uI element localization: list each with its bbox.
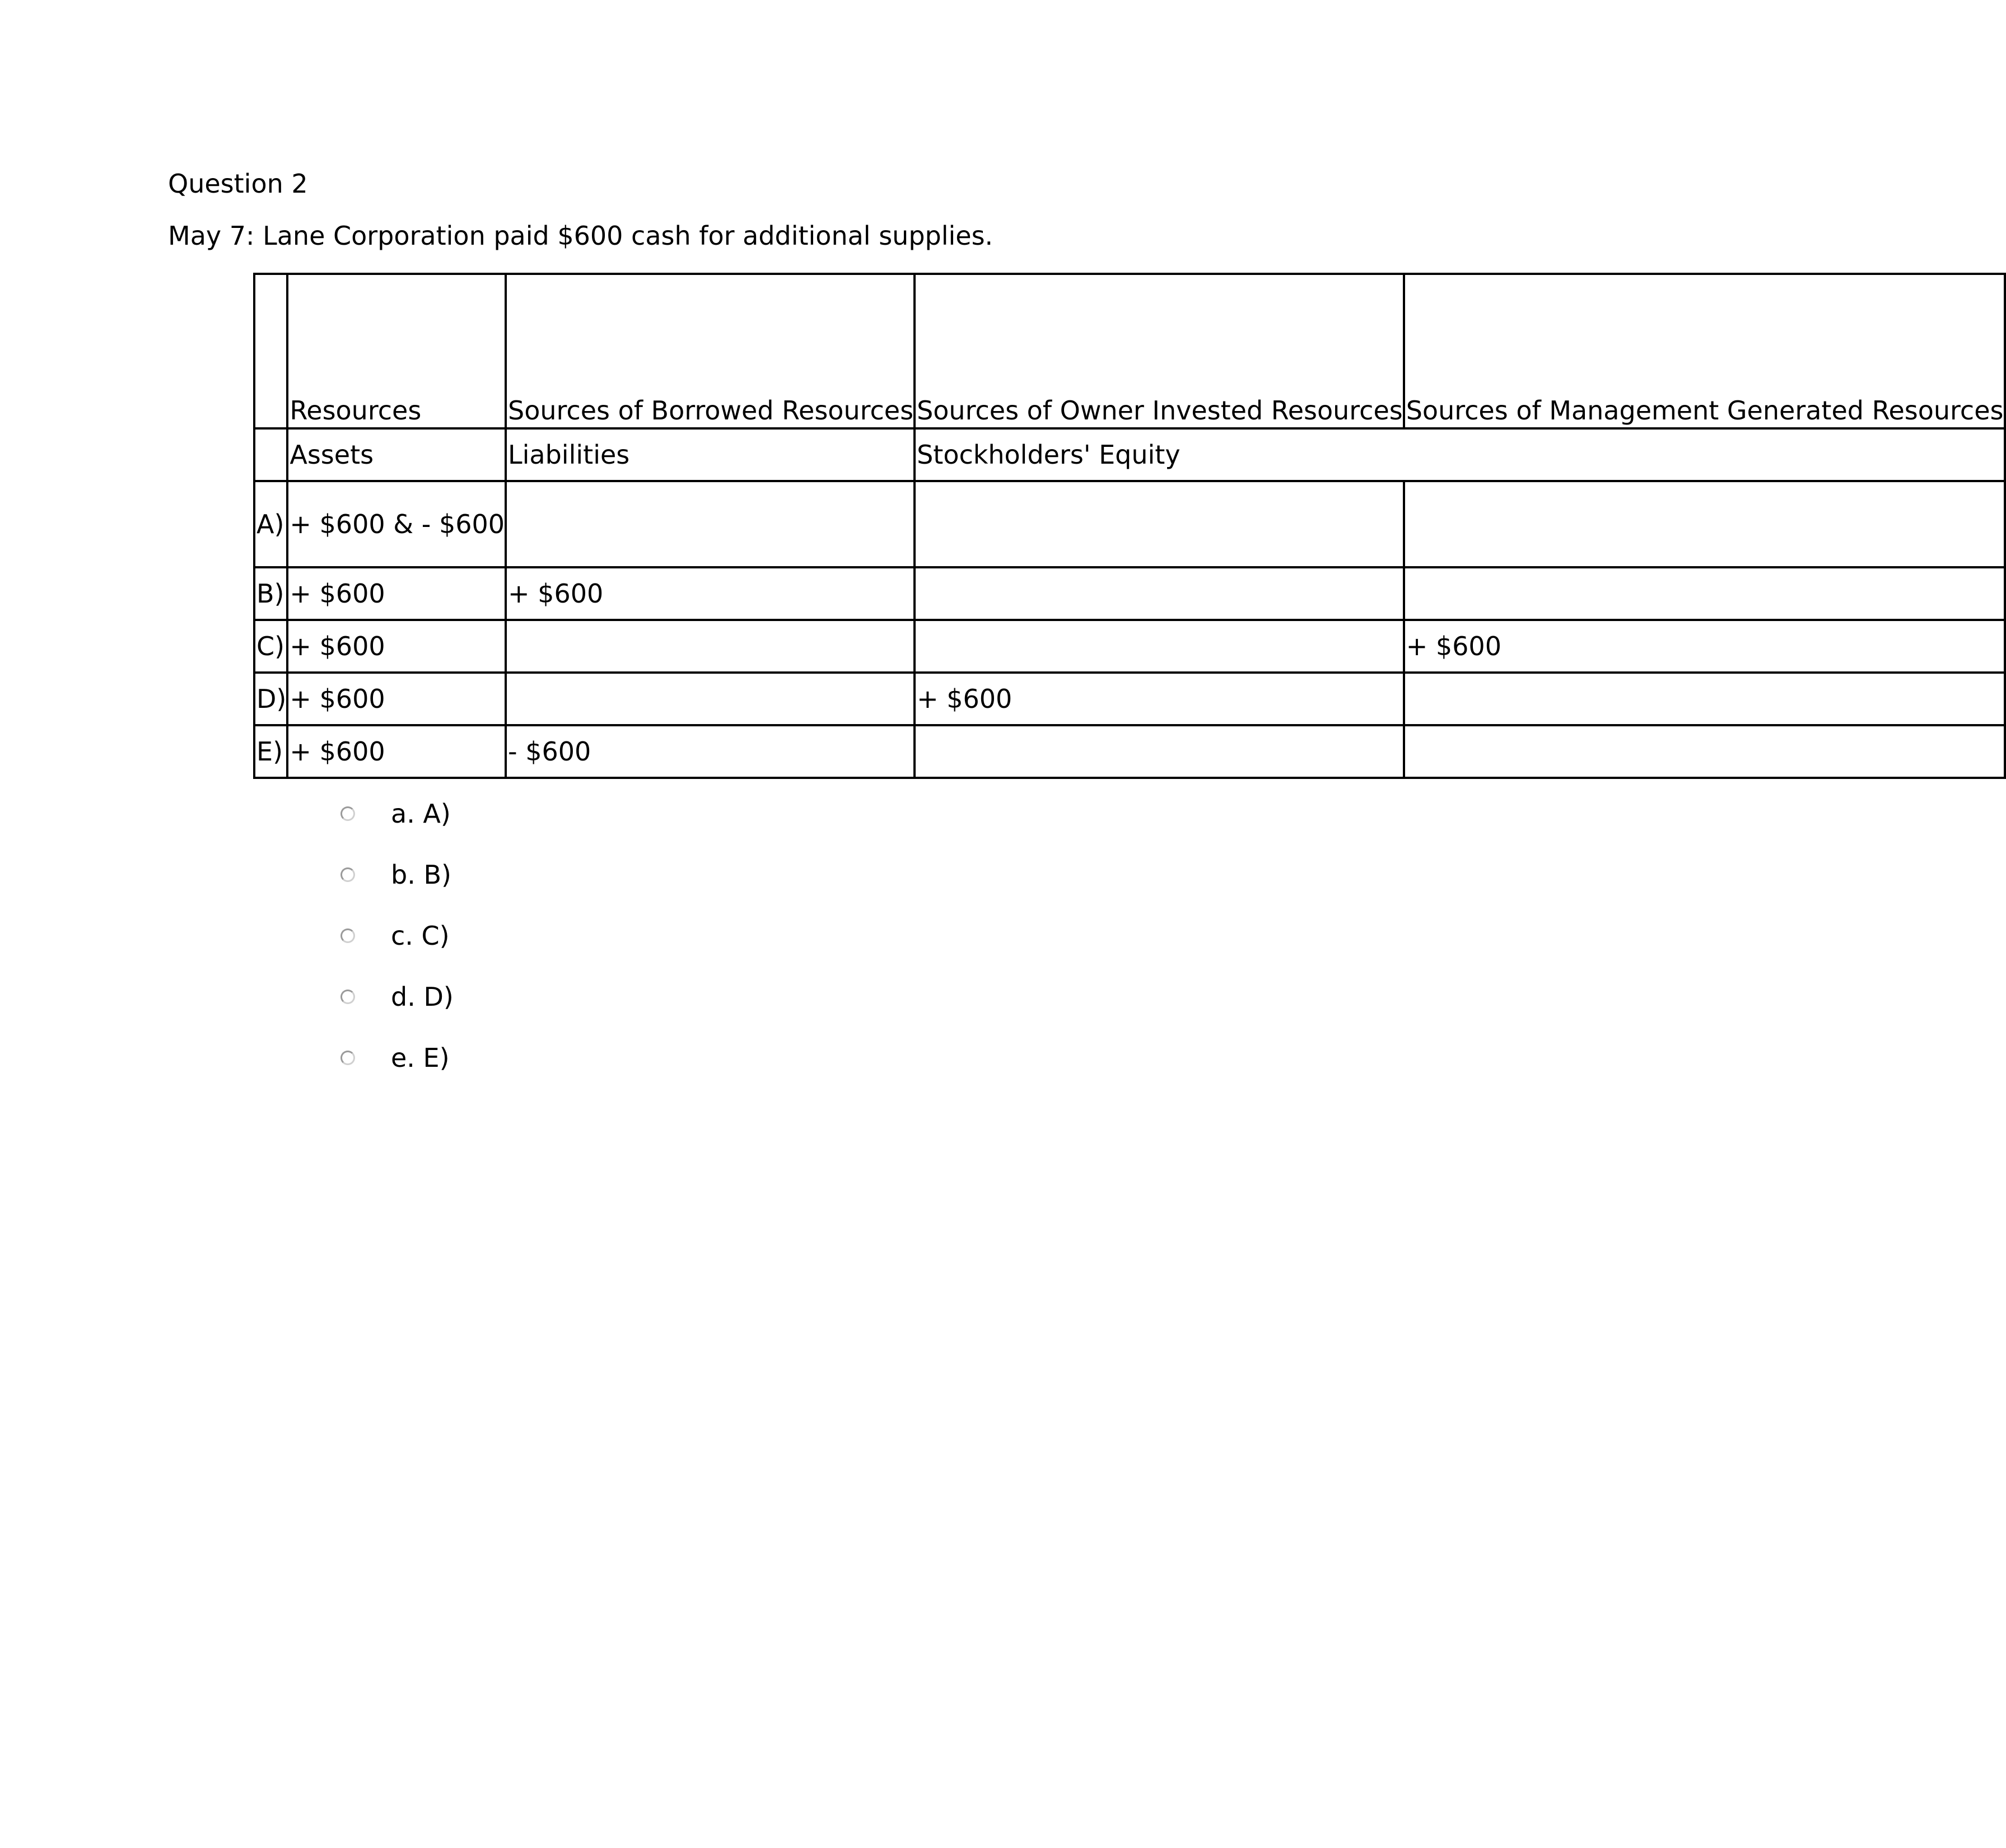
- choice-c[interactable]: [336, 905, 454, 966]
- row-label: A): [254, 481, 287, 567]
- subheader-cell-equity: Stockholders' Equity: [915, 428, 2004, 481]
- question-prompt: May 7: Lane Corporation paid $600 cash for additional supplies.: [168, 221, 993, 251]
- row-liabilities: [506, 620, 915, 673]
- row-assets: + $600: [287, 673, 506, 725]
- header-cell-resources: Resources: [287, 274, 506, 428]
- row-owner: [915, 481, 1404, 567]
- radio-button-icon[interactable]: [340, 1051, 355, 1065]
- row-label: C): [254, 620, 287, 673]
- row-owner: [915, 620, 1404, 673]
- row-liabilities: [506, 481, 915, 567]
- header-cell-empty: [254, 274, 287, 428]
- table-row: [254, 620, 2005, 673]
- table-row: [254, 481, 2005, 567]
- row-management: [1404, 481, 2005, 567]
- choice-e[interactable]: [336, 1027, 454, 1088]
- row-liabilities: [506, 673, 915, 725]
- choice-label[interactable]: a. A): [391, 798, 451, 829]
- row-assets: + $600: [287, 620, 506, 673]
- choice-label[interactable]: d. D): [391, 981, 454, 1012]
- table-row: [254, 725, 2005, 778]
- radio-button-icon[interactable]: [340, 928, 355, 943]
- choice-b[interactable]: [336, 844, 454, 905]
- subheader-cell-liabilities: Liabilities: [506, 428, 915, 481]
- row-liabilities: + $600: [506, 567, 915, 620]
- header-cell-borrowed: Sources of Borrowed Resources: [506, 274, 915, 428]
- row-label: B): [254, 567, 287, 620]
- subheader-cell-empty: [254, 428, 287, 481]
- row-liabilities: - $600: [506, 725, 915, 778]
- row-management: [1404, 725, 2005, 778]
- row-label: D): [254, 673, 287, 725]
- row-owner: + $600: [915, 673, 1404, 725]
- answer-choices: [336, 783, 454, 1088]
- row-management: [1404, 673, 2005, 725]
- header-cell-owner: Sources of Owner Invested Resources: [915, 274, 1404, 428]
- row-label: E): [254, 725, 287, 778]
- row-owner: [915, 725, 1404, 778]
- radio-button-icon[interactable]: [340, 990, 355, 1004]
- choice-d[interactable]: [336, 966, 454, 1027]
- row-management: [1404, 567, 2005, 620]
- row-assets: + $600: [287, 725, 506, 778]
- choice-label[interactable]: b. B): [391, 859, 451, 890]
- row-owner: [915, 567, 1404, 620]
- question-title: Question 2: [168, 169, 308, 199]
- choice-a[interactable]: [336, 783, 454, 844]
- radio-button-icon[interactable]: [340, 806, 355, 821]
- subheader-cell-assets: Assets: [287, 428, 506, 481]
- radio-button-icon[interactable]: [340, 867, 355, 882]
- table-header-row: [254, 274, 2005, 428]
- answer-table: [253, 273, 2006, 779]
- row-assets: + $600: [287, 567, 506, 620]
- row-management: + $600: [1404, 620, 2005, 673]
- table-subheader-row: [254, 428, 2005, 481]
- choice-label[interactable]: c. C): [391, 920, 450, 951]
- row-assets: + $600 & - $600: [287, 481, 506, 567]
- table-row: [254, 673, 2005, 725]
- table-row: [254, 567, 2005, 620]
- choice-label[interactable]: e. E): [391, 1042, 450, 1073]
- header-cell-management: Sources of Management Generated Resources: [1404, 274, 2005, 428]
